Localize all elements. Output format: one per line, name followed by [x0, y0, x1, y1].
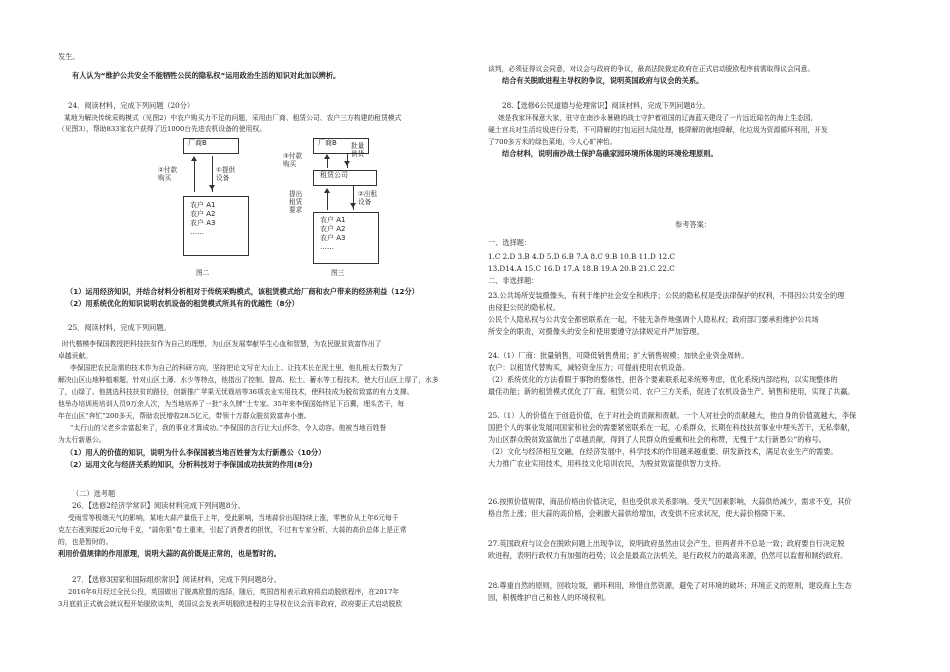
- q24-text-line: （见图3），帮助833家农户获得了近1000台先进农机设备的使用权。: [58, 125, 266, 133]
- q25-subquestion-2: （2）运用文化与经济关系的知识，分析科技对于李保国成功扶贫的作用(8分): [66, 460, 313, 469]
- fig3-rent-arrow: [353, 186, 354, 210]
- q25-line: 了，山绿了。他挑选科技扶贫的路径，创新推广苹果无忧栽培等36项农业实用技术，使科技成为脱贫致富的有力支撑。: [58, 388, 414, 396]
- fig2-caption: 图二: [196, 269, 210, 277]
- a25-line: 25.（1）人的价值在于创造价值，在于对社会的贡献和责献。一个人对社会的贡献越大，他自身的价值就越大，李保: [488, 411, 857, 420]
- fig2-farmer-box: [183, 196, 249, 256]
- a25-line: （2）文化与经济相互交融，在经济发展中，科学技术的作用越来越重要。研发新技术，满足农业生产的需要。: [488, 447, 838, 456]
- fig3-caption: 图三: [331, 269, 345, 277]
- a26-line: 26.按照价值规律，商品价格由价值决定，但也受供求关系影响。受天气因素影响，大蒜供给减少，需求不变，其价: [488, 497, 852, 506]
- q25-line: 为太行新愚公。: [58, 436, 106, 444]
- figure-3-diagram: [283, 138, 433, 278]
- fig2-farmer-a3: 农户 A3: [190, 219, 216, 227]
- a23-line: 23.公共场所安装摄像头，有利于维护社会安全和秩序；公民的隐私权是受法律保护的权利，不得因公共安全的理: [488, 291, 845, 300]
- fig3-pay-label: ③付款 购买: [283, 152, 303, 168]
- q27-continuation: 谈判，必须征得议会同意，对议会与政府的争议，最高法院裁定政府在正式启动脱欧程序前需取得议会同意。: [488, 65, 815, 73]
- q26-header: 26．【选修2经济学常识】阅读材料完成下列问题8分。: [72, 501, 245, 510]
- fig3-farmer-a2: 农户 A2: [320, 225, 346, 233]
- fig3-require-label: 提出 租赁 要求: [289, 190, 303, 214]
- q23-prompt: 有人认为“维护公共安全不能牺牲公民的隐私权”运用政治生活的知识对此加以辨析。: [72, 71, 341, 80]
- q27-line: 3月底前正式就会就议程开始脱欧谈判，英国议会发表声明脱欧进程的主导权在议会而非政府，政府要正式启动脱欧: [58, 600, 403, 608]
- fig3-pay-arrow: [327, 156, 328, 168]
- a25-line: 国把个人的事业发展同国家和社会的需要紧密联系在一起，心系群众，长期在科技扶贫事业中埋头苦干，无私奉献，: [488, 423, 855, 432]
- fig3-manufacturer-box: 厂商B: [313, 138, 369, 154]
- optional-section-header: （二）选考题: [72, 489, 116, 498]
- fig2-farmer-more: ……: [190, 228, 204, 236]
- q25-line: 时代楷模李保国教授把科技扶贫作为自己的理想，为山区发展奉献毕生心血和智慧，为农民脱贫致富作出了: [62, 340, 382, 348]
- a23-line: 公民个人隐私权与公共安全都密联系在一起，不能无条件地强调个人隐私权；政府部门要承担维护公共场: [488, 315, 819, 324]
- q25-line: 卓越贡献。: [58, 352, 92, 360]
- a25-line: 为山区群众脱贫致富做出了卓越贡献，得到了人民群众的爱戴和社会的称赞，无愧于“太行新愚公”的称号。: [488, 435, 826, 444]
- a27-line: 27.英国政府与议会在脱欧问题上出现争议，说明政府虽然由议会产生，但两者并不总是一致；政府要自行决定脱: [488, 539, 845, 548]
- a24-line: 农户：以租赁代替购买，减轻资金压力；可提前使用农机设备。: [488, 363, 690, 372]
- q28-line: 了700多方米的绿色菜地，今人心旷神怡。: [488, 138, 617, 146]
- answers-title: 参考答案：: [675, 220, 711, 229]
- a23-line: 所安全的职责，对摄像头的安全和使用要遵守法律规定并严加管理。: [488, 327, 704, 336]
- fig2-pay-arrow: [194, 158, 195, 192]
- fig3-farmer-a1: 农户 A1: [320, 216, 346, 224]
- q26-prompt: 利用价值规律的作用原理，说明大蒜的高价既是正常的，也是暂时的。: [58, 549, 281, 558]
- q25-header: 25．阅读材料，完成下列问题。: [68, 323, 171, 332]
- nc-section-header: 二、非选择题：: [488, 276, 539, 285]
- q28-prompt: 结合材料，说明南沙战士保护岛礁家园环境所体现的环境伦理原则。: [502, 149, 718, 158]
- a25-line: 大力推广农业实用技术，用科技文化培训农民，为脱贫致富提供智力支持。: [488, 459, 726, 468]
- figure-2-diagram: [158, 138, 278, 278]
- q25-line: 他举办培训班培训人员9万余人次，为当地培养了一批“永久牌”土专家。35年来李保国始终足下百冀，埋头苦干，每: [58, 400, 405, 408]
- mc-answers-line-2: 13.D14.A 15.C 16.D 17.A 18.B 19.A 20.B 21.C 22.C: [488, 264, 675, 273]
- a23-line: 由侵犯公民的隐私权。: [488, 303, 560, 312]
- q27-header: 27．【选修3国家和国际组织常识】阅读材料，完成下列问题8分。: [72, 575, 281, 584]
- a28-line: 园，积极维护自己和他人的环境权利。: [488, 593, 611, 602]
- q24-subquestion-2: （2）用系统优化的知识说明农机设备的租赁模式所具有的优越性（8分）: [66, 299, 299, 308]
- q24-text-line: 某地为解决传统采购模式（见图2）中农户购买力不足的问题，采用由厂商、租赁公司、农户三方构建的租赁模式: [64, 114, 402, 122]
- fig3-require-arrow: [327, 190, 328, 210]
- fig3-supply-arrow: [347, 154, 348, 168]
- fig2-supply-label: ①提供 设备: [216, 166, 236, 182]
- a24-line: 24.（1）厂商：批量销售，可降低销售费用；扩大销售规模；加快企业资金周转。: [488, 351, 749, 360]
- fig3-farmer-box: [313, 212, 379, 264]
- a26-line: 格自然上涨；但大蒜的高价格，会刺激大蒜供给增加，改变供不应求状况，使大蒜价格降下来。: [488, 509, 790, 518]
- mc-answers-line-1: 1.C 2.D 3.B 4.D 5.D 6.B 7.A 8.C 9.B 10.B 11.D 12.C: [488, 252, 676, 261]
- fig2-farmer-a1: 农户 A1: [190, 201, 216, 209]
- q26-line: 的，也是暂时的。: [58, 538, 113, 546]
- a24-line: 最佳功能；新的租赁模式优化了厂商、租赁公司、农户三方关系，促进了农机设备生产、销售和使用，实现了共赢。: [488, 387, 855, 396]
- fig2-farmer-a2: 农户 A2: [190, 210, 216, 218]
- fig3-farmer-a3: 农户 A3: [320, 234, 346, 242]
- q25-subquestion-1: （1）用人的价值的知识，说明为什么李保国被当地百姓誉为太行新愚公（10分）: [66, 448, 326, 457]
- q24-header: 24．阅读材料，完成下列问题（20分）: [68, 101, 195, 110]
- fig3-farmer-more: ……: [320, 243, 334, 251]
- fig2-supply-arrow: [212, 156, 213, 192]
- q25-line: “太行山的父老乡亲富起来了，我的事业才算成功。”李保国的言行让大山怀念，令人动容。他被当地百姓誉: [70, 424, 387, 432]
- fig3-leasing-box: 租赁公司: [313, 170, 377, 186]
- q25-line: 年在山区“奔忙”200多天，帮助农民增收28.5亿元，带领十万群众脱贫致富奔小康。: [58, 412, 311, 420]
- q27-prompt: 结合有关脱欧进程主导权的争议，说明英国政府与议会的关系。: [502, 76, 704, 85]
- continuation-line: 发生。: [58, 52, 80, 61]
- q25-line: 解决山区山地种植难题，针对山区土薄、水少等特点，他指出了控制、提高、松土、蓄水等工程技术，使大行山区上厚了，水多: [58, 376, 439, 384]
- a28-line: 28.尊重自然的原则，回收垃圾，循环利用，珍惜自然资源，避免了对环境的破坏；环境正义的原则，建设海上生态: [488, 581, 852, 590]
- fig3-supply-label: 批量 供货: [351, 142, 365, 158]
- fig2-manufacturer-box: 厂商B: [183, 138, 239, 154]
- fig2-pay-label: ②付款 购买: [158, 166, 178, 182]
- q28-line: 硬土官兵对生活垃圾进行分类，不可降解的打包运回大陆处理，能降解的就地降解，化垃圾为资源循环利用，开发: [488, 126, 828, 134]
- q26-line: 克左右涨到接近20元每千克，“蒜你狠”卷土重来，引起了消费者的担忧，不过有专家分析，大蒜的高价总体上是正常: [58, 526, 407, 534]
- q26-line: 受雨雪等极端天气的影响，某地大蒜产量低于上年，受此影响，当地蒜价出现持续上涨，零售价从上年6元每千: [68, 514, 399, 522]
- q27-line: 2016年6月经过全民公投，英国做出了脱离欧盟的选择，随后，英国首相表示政府将启动脱欧程序，在2017年: [68, 588, 400, 596]
- q25-line: 李保国把农民急需的技术作为自己的科研方向，坚持把论文写在大山上、让技术长在泥土里，他扎根太行数为了: [70, 364, 404, 372]
- q28-header: 28.【选修6公民道德与伦理常识】阅读材料，完成下列问题8分。: [502, 101, 710, 110]
- fig3-rent-label: ②出租 设备: [358, 190, 378, 206]
- q24-subquestion-1: （1）运用经济知识，并结合材料分析相对于传统采购模式，该租赁模式给厂商和农户带来的经济利益（12分）: [66, 287, 419, 296]
- a27-line: 欧进程，表明行政权力有加强的趋势；议会是最高立法机关，是行政权力的最高来源，仍然可以监督和制约政府。: [488, 551, 848, 560]
- mc-section-header: 一、选择题：: [488, 238, 532, 247]
- q28-line: 她是我家环保意大家，驻守在南沙永暑礁的战士守护着祖国的辽海蓝天建设了一片远近闻名的海上生态园，: [498, 114, 818, 122]
- a24-line: （2）系统优化的方法看眼于事物的整体性，把各个要素联系起来统筹考虑，优化系统内部结构，以实现整体的: [488, 375, 838, 384]
